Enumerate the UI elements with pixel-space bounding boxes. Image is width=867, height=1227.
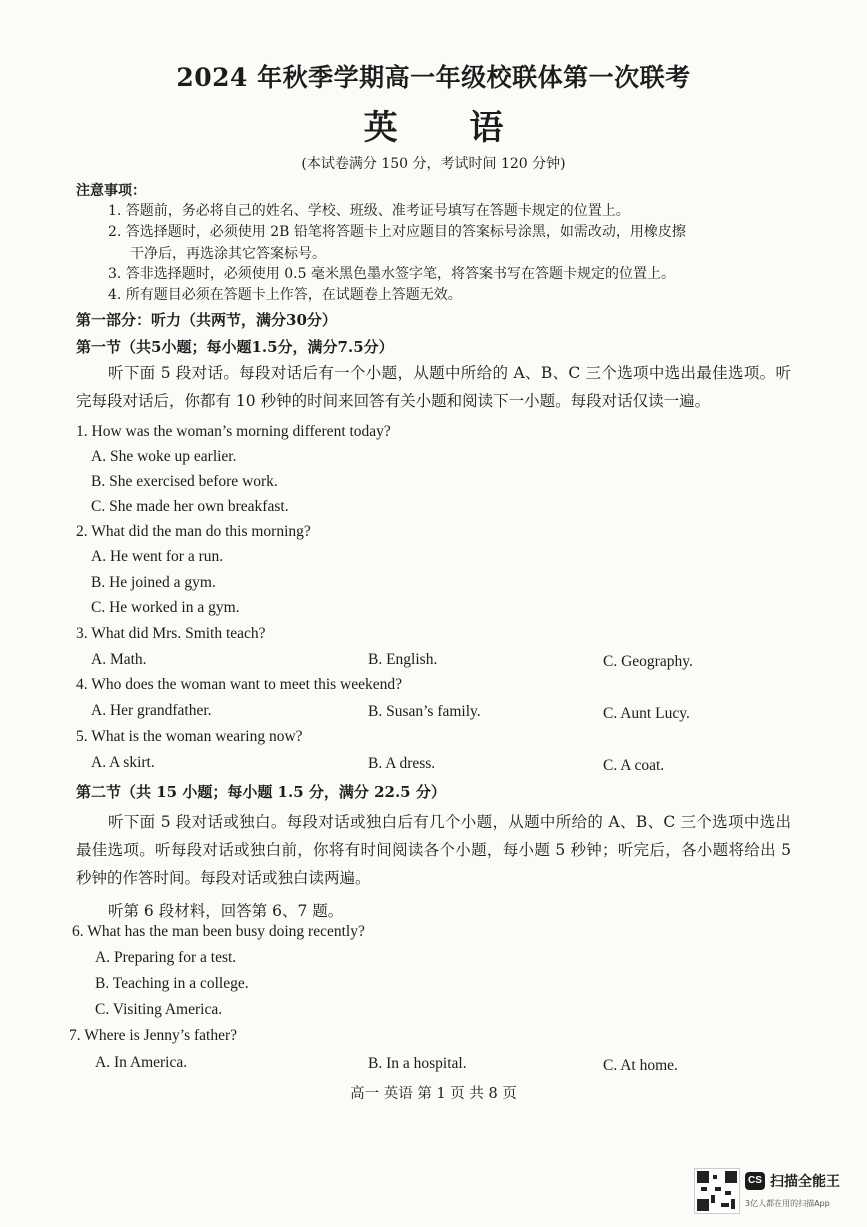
- notice-item-4: 4. 所有题目必须在答题卡上作答，在试题卷上答题无效。: [108, 287, 462, 303]
- q1-option-b: B. She exercised before work.: [91, 473, 278, 490]
- watermark-brand: 扫描全能王: [770, 1174, 840, 1190]
- q3-option-a: A. Math.: [91, 651, 147, 668]
- q5-option-a: A. A skirt.: [91, 754, 155, 771]
- watermark-tagline: 3亿人都在用的扫描App: [745, 1199, 830, 1208]
- q6-option-c: C. Visiting America.: [95, 1001, 223, 1018]
- q5-option-b: B. A dress.: [368, 755, 436, 772]
- q4-option-a: A. Her grandfather.: [91, 702, 212, 719]
- notice-item-2: 2. 答选择题时，必须使用 2B 铅笔将答题卡上对应题目的答案标号涂黑，如需改动，用橡皮擦: [108, 224, 686, 240]
- page-footer: 高一 英语 第 1 页 共 8 页: [350, 1086, 517, 1102]
- q7-option-c: C. At home.: [603, 1057, 678, 1074]
- material-6-note: 听第 6 段材料，回答第 6、7 题。: [108, 902, 344, 920]
- section1-instructions: 听下面 5 段对话。每段对话后有一个小题，从题中所给的 A、B、C 三个选项中选出最佳选项。听完每段对话后，你都有 10 秒钟的时间来回答有关小题和阅读下一小题。每段对话仅读一遍。: [76, 364, 791, 410]
- question-1: 1. How was the woman’s morning different today?: [76, 423, 391, 440]
- q1-option-a: A. She woke up earlier.: [91, 448, 237, 465]
- q7-option-a: A. In America.: [95, 1054, 188, 1071]
- qr-code-icon: [694, 1168, 740, 1214]
- exam-title: 2024 年秋季学期高一年级校联体第一次联考: [176, 63, 691, 92]
- q4-option-b: B. Susan’s family.: [368, 703, 481, 720]
- notice-item-3: 3. 答非选择题时，必须使用 0.5 毫米黑色墨水签字笔，将答案书写在答题卡规定的位置上。: [108, 266, 675, 282]
- q6-option-b: B. Teaching in a college.: [95, 975, 249, 992]
- camscanner-logo-icon: CS: [745, 1172, 765, 1190]
- section1-heading: 第一节（共5小题；每小题1.5分，满分7.5分）: [76, 338, 394, 356]
- subject-title: 英 语: [363, 108, 534, 148]
- q3-option-b: B. English.: [368, 651, 438, 668]
- section2-instructions: 听下面 5 段对话或独白。每段对话或独白后有几个小题，从题中所给的 A、B、C 三个选项中选出最佳选项。听每段对话或独白前，你将有时间阅读各个小题，每小题 5 秒钟；听完后，各小题将给出 5 秒钟的作答时间。每段对话或独白读两遍。: [76, 813, 791, 887]
- question-2: 2. What did the man do this morning?: [76, 523, 311, 540]
- notice-item-2-cont: 干净后，再选涂其它答案标号。: [130, 246, 326, 262]
- q2-option-b: B. He joined a gym.: [91, 574, 216, 591]
- question-7: 7. Where is Jenny’s father?: [69, 1027, 238, 1044]
- q2-option-c: C. He worked in a gym.: [91, 599, 240, 616]
- notice-heading: 注意事项：: [76, 183, 146, 199]
- q6-option-a: A. Preparing for a test.: [95, 949, 237, 966]
- question-4: 4. Who does the woman want to meet this weekend?: [76, 676, 402, 693]
- q1-option-c: C. She made her own breakfast.: [91, 498, 289, 515]
- q7-option-b: B. In a hospital.: [368, 1055, 467, 1072]
- section2-heading: 第二节（共 15 小题；每小题 1.5 分，满分 22.5 分）: [76, 783, 446, 801]
- question-6: 6. What has the man been busy doing recently?: [72, 923, 365, 940]
- part1-heading: 第一部分：听力（共两节，满分30分）: [76, 311, 337, 329]
- question-5: 5. What is the woman wearing now?: [76, 728, 303, 745]
- exam-subtitle: (本试卷满分 150 分，考试时间 120 分钟): [301, 156, 566, 172]
- q4-option-c: C. Aunt Lucy.: [603, 705, 690, 722]
- q5-option-c: C. A coat.: [603, 757, 665, 774]
- q2-option-a: A. He went for a run.: [91, 548, 224, 565]
- q3-option-c: C. Geography.: [603, 653, 693, 670]
- question-3: 3. What did Mrs. Smith teach?: [76, 625, 266, 642]
- notice-item-1: 1. 答题前，务必将自己的姓名、学校、班级、准考证号填写在答题卡规定的位置上。: [108, 203, 630, 219]
